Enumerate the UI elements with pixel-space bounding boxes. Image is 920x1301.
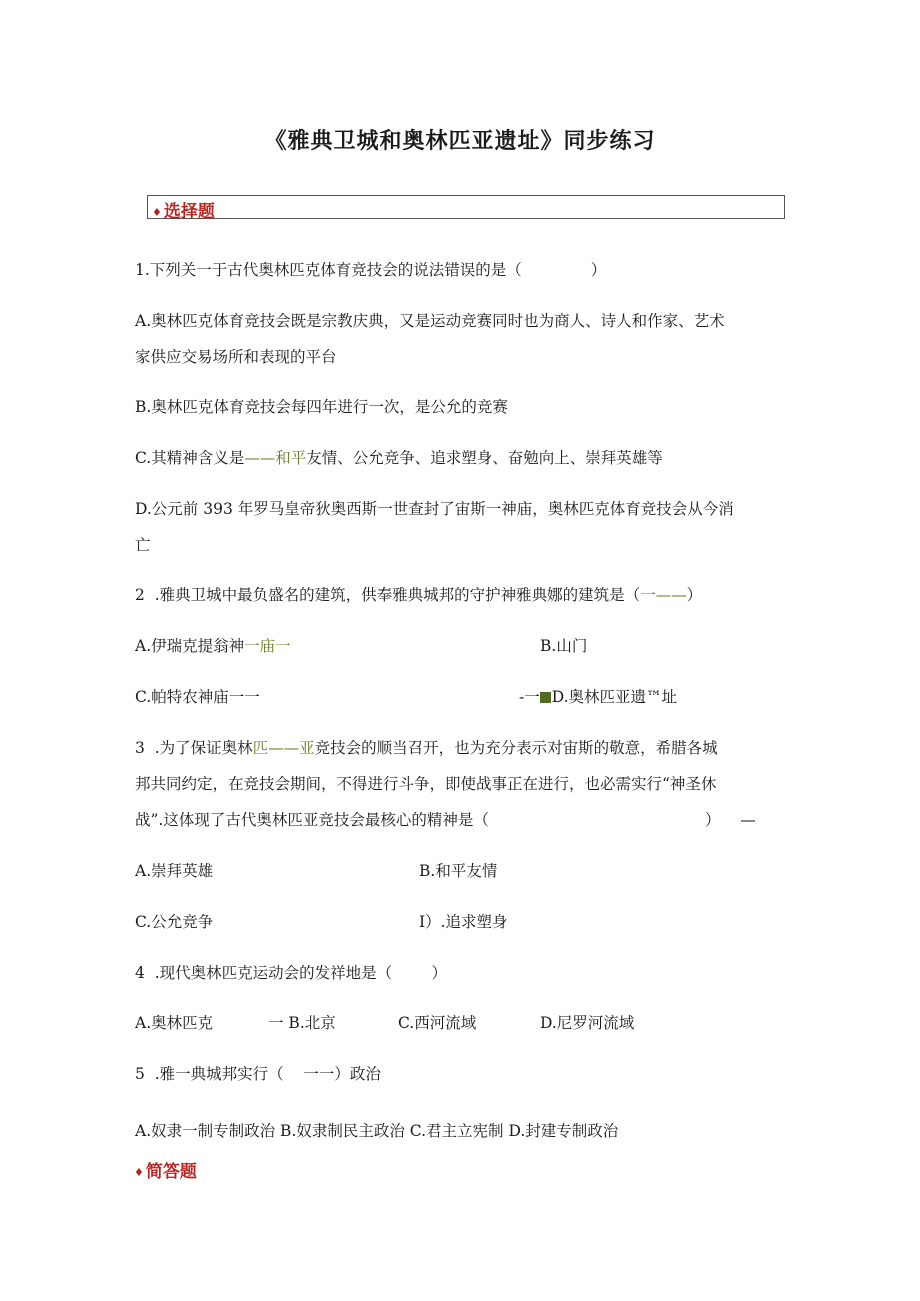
question-1-option-c-pre: C.其精神含义是 (135, 449, 245, 467)
question-2-option-a-green: 一庙一 (244, 637, 291, 655)
question-1-stem: 1.下列关一于古代奥林匹克体育竞技会的说法错误的是（ ） (135, 261, 607, 279)
question-3-line1-post: 竞技会的顺当召开，也为充分表示对宙斯的敬意，希腊各城 (314, 739, 718, 757)
question-2-stem (135, 585, 702, 605)
question-5-stem-post: ）政治 (334, 1065, 381, 1083)
diamond-icon: ♦ (152, 206, 162, 219)
question-3-stem-line3-end: ） — (705, 811, 756, 829)
question-2-option-d (519, 687, 677, 707)
question-5-stem (135, 1064, 381, 1084)
question-1-option-d-line1: D.公元前 393 年罗马皇帝狄奥西斯一世查封了宙斯一神庙，奥林匹克体育竞技会从今消 (135, 500, 734, 518)
question-2-stem-green: 一—— (640, 586, 687, 604)
section-label-choice: 选择题 (163, 202, 215, 222)
question-4-option-c: C.西河流域 (398, 1014, 477, 1032)
question-3-stem-line2: 邦共同约定，在竞技会期间，不得进行斗争，即使战事正在进行，也必需实行“神圣休 (135, 775, 717, 793)
question-1-option-b: B.奥林匹克体育竞技会每四年进行一次，是公允的竞赛 (135, 398, 508, 416)
question-5-stem-pre: 5 .雅一典城邦实行（ (135, 1065, 304, 1083)
filled-square-icon (540, 692, 551, 703)
question-1-option-c-green: ——和平 (244, 449, 307, 467)
question-3-option-c: C.公允竞争 (135, 913, 214, 931)
question-3-option-d: I）.追求塑身 (419, 913, 508, 931)
section-heading-short-answer (134, 1157, 197, 1182)
question-1-option-a-line2: 家供应交易场所和表现的平台 (135, 348, 337, 366)
question-4-option-a: A.奥林匹克 (135, 1014, 214, 1032)
question-2-option-d-label: D.奥林匹亚遗™址 (551, 688, 678, 706)
question-2-option-c: C.帕特农神庙一一 (135, 688, 260, 706)
question-3-stem-line1 (135, 738, 718, 758)
question-3-stem-line3: 战”.这体现了古代奥林匹亚竞技会最核心的精神是（ (135, 811, 489, 829)
question-4-stem: 4 .现代奥林匹克运动会的发祥地是（ ） (135, 964, 448, 982)
section-heading-choice (152, 197, 215, 222)
question-1-option-c-post: 友情、公允竞争、追求塑身、奋勉向上、崇拜英雄等 (306, 449, 663, 467)
question-5-options: A.奴隶一制专制政治 B.奴隶制民主政治 C.君主立宪制 D.封建专制政治 (135, 1122, 619, 1140)
question-5-stem-mid: 一一 (303, 1065, 335, 1083)
question-3-option-b: B.和平友情 (419, 862, 498, 880)
question-2-option-d-dash: -一 (519, 688, 540, 706)
question-2-option-a (135, 636, 291, 656)
section-box-choice (147, 195, 785, 219)
section-label-short-answer: 简答题 (145, 1162, 197, 1182)
question-2-stem-pre: 2 .雅典卫城中最负盛名的建筑，供奉雅典城邦的守护神雅典娜的建筑是（ (135, 586, 641, 604)
question-1-option-d-line2: 亡 (135, 536, 151, 554)
question-1-option-c (135, 448, 663, 468)
question-1-option-a-line1: A.奥林匹克体育竞技会既是宗教庆典，又是运动竞赛同时也为商人、诗人和作家、艺术 (135, 312, 725, 330)
question-4-option-d: D.尼罗河流域 (540, 1014, 635, 1032)
question-2-stem-post: ） (686, 586, 703, 604)
page-title: 《雅典卫城和奥林匹亚遗址》同步练习 (264, 129, 656, 154)
question-3-option-a: A.崇拜英雄 (135, 862, 214, 880)
question-3-line1-green: 匹——亚 (252, 739, 315, 757)
question-4-option-b: 一 B.北京 (268, 1014, 336, 1032)
question-2-option-b: B.山门 (540, 637, 588, 655)
question-2-option-a-pre: A.伊瑞克提翁神 (135, 637, 245, 655)
diamond-icon: ♦ (134, 1166, 144, 1179)
question-3-line1-pre: 3 .为了保证奥林 (135, 739, 253, 757)
